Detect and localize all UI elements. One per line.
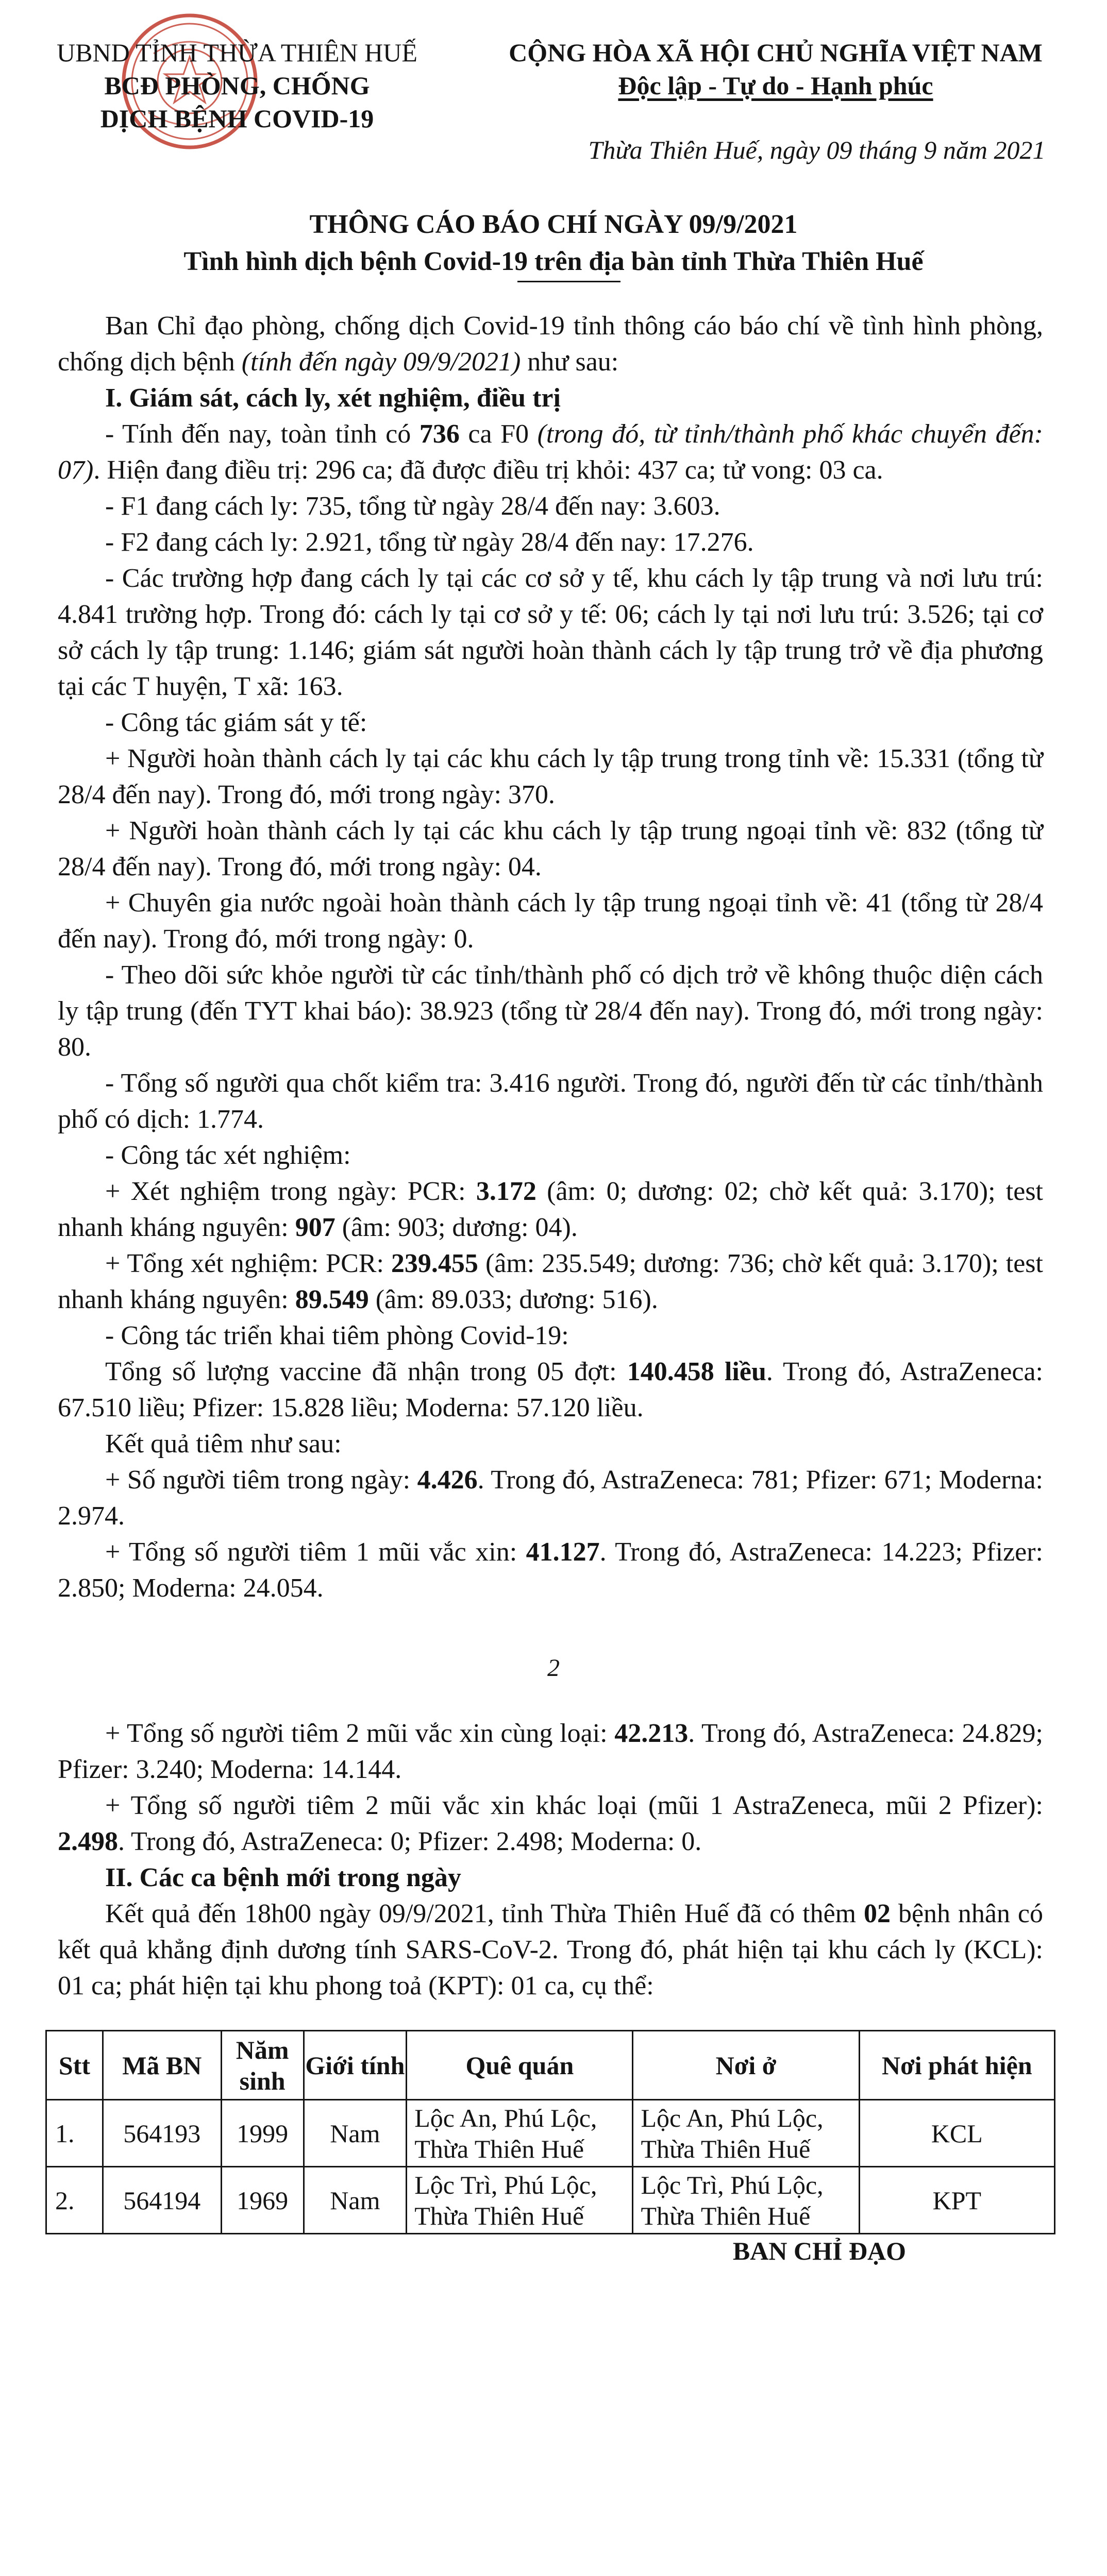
new-cases-paragraph	[58, 1896, 1043, 2004]
national-header	[454, 36, 1098, 102]
signature-block: BAN CHỈ ĐẠO	[732, 2236, 907, 2265]
f0-note: (trong đó, từ tỉnh/thành phố khác chuyển đến: 07)	[58, 419, 1043, 485]
test1-rapid: 907	[295, 1213, 336, 1242]
vax4-count: 2.498	[58, 1827, 118, 1856]
vax2-tail: . Trong đó, AstraZeneca: 14.223; Pfizer: 2.850; Moderna: 24.054.	[58, 1537, 1043, 1603]
title-divider	[517, 281, 620, 282]
table-row	[46, 2100, 1055, 2167]
cell-patient-id: 564193	[103, 2100, 221, 2167]
vax-total-tail: . Trong đó, AstraZeneca: 67.510 liều; Pfizer: 15.828 liều; Moderna: 57.120 liều.	[58, 1357, 1044, 1422]
new-cases-table	[45, 2030, 1055, 2234]
page-number: 2	[547, 1654, 560, 1682]
vax4-text: + Tổng số người tiêm 2 mũi vắc xin khác loại (mũi 1 AstraZeneca, mũi 2 Pfizer):	[105, 1791, 1043, 1820]
cell-hometown: Lộc Trì, Phú Lộc, Thừa Thiên Huế	[407, 2167, 633, 2234]
f0-unit: ca F0	[459, 419, 538, 449]
national-motto: Độc lập - Tự do - Hạnh phúc	[618, 71, 933, 100]
vax-item-4	[58, 1788, 1043, 1860]
national-title: CỘNG HÒA XÃ HỘI CHỦ NGHĨA VIỆT NAM	[509, 38, 1043, 67]
test2-pcr: 239.455	[391, 1249, 478, 1278]
cell-gender: Nam	[304, 2167, 407, 2234]
vax-item-1	[58, 1462, 1043, 1534]
cell-birth-year: 1999	[221, 2100, 304, 2167]
test-item-1	[58, 1174, 1043, 1246]
checkpoint-paragraph: - Tổng số người qua chốt kiểm tra: 3.416 người. Trong đó, người đến từ các tỉnh/thành phố có dịch: 1.774.	[58, 1069, 1043, 1134]
document-title	[0, 206, 1107, 280]
test1-mid: (âm: 0; dương: 02; chờ kết quả: 3.170); test nhanh kháng nguyên:	[58, 1177, 1044, 1242]
cell-residence: Lộc An, Phú Lộc, Thừa Thiên Huế	[633, 2100, 859, 2167]
col-header-gender: Giới tính	[304, 2031, 407, 2100]
intro-tail: như sau:	[521, 347, 619, 377]
authority-line-3: DỊCH BỆNH COVID-19	[100, 104, 374, 133]
cell-stt: 2.	[46, 2167, 103, 2234]
cell-hometown: Lộc An, Phú Lộc, Thừa Thiên Huế	[407, 2100, 633, 2167]
vax3-text: + Tổng số người tiêm 2 mũi vắc xin cùng loại:	[105, 1719, 615, 1748]
title-line-2: Tình hình dịch bệnh Covid-19 trên địa bàn tỉnh Thừa Thiên Huế	[183, 247, 924, 276]
cell-patient-id: 564194	[103, 2167, 221, 2234]
test1-pcr: 3.172	[476, 1177, 536, 1206]
vax-total-doses: 140.458 liều	[627, 1357, 766, 1386]
test2-rapid: 89.549	[295, 1285, 369, 1314]
monitor-heading: - Công tác giám sát y tế:	[105, 708, 367, 737]
quarantine-paragraph: - Các trường hợp đang cách ly tại các cơ sở y tế, khu cách ly tập trung và nơi lưu trú: 4.841 trường hợp. Trong đó: cách ly tại cơ sở y tế: 06; cách ly tại nơi lưu trú: 3.526; tại cơ sở cách ly tập trung: 1.146; giám sát người hoàn thành cách ly tập trung trở về địa phương tại các T huyện, T xã: 163.	[58, 564, 1043, 701]
vax-item-2	[58, 1534, 1043, 1606]
document-date: Thừa Thiên Huế, ngày 09 tháng 9 năm 2021	[588, 135, 1046, 164]
page2-body	[58, 1716, 1043, 2004]
section1-heading: I. Giám sát, cách ly, xét nghiệm, điều trị	[105, 383, 561, 413]
test1-text: + Xét nghiệm trong ngày: PCR:	[105, 1177, 476, 1206]
test-item-2	[58, 1246, 1043, 1318]
vax2-text: + Tổng số người tiêm 1 mũi vắc xin:	[105, 1537, 526, 1567]
test1-tail: (âm: 903; dương: 04).	[335, 1213, 578, 1242]
vax4-tail: . Trong đó, AstraZeneca: 0; Pfizer: 2.498; Moderna: 0.	[118, 1827, 702, 1856]
vax1-count: 4.426	[417, 1465, 478, 1495]
cell-residence: Lộc Trì, Phú Lộc, Thừa Thiên Huế	[633, 2167, 859, 2234]
table-header-row	[46, 2031, 1055, 2100]
test2-text: + Tổng xét nghiệm: PCR:	[105, 1249, 391, 1278]
intro-date: (tính đến ngày 09/9/2021)	[241, 347, 521, 377]
vax3-tail: . Trong đó, AstraZeneca: 24.829; Pfizer: 3.240; Moderna: 14.144.	[58, 1719, 1043, 1784]
vax3-count: 42.213	[614, 1719, 689, 1748]
new-cases-tail: bệnh nhân có kết quả khẳng định dương tính SARS-CoV-2. Trong đó, phát hiện tại khu cách ly (KCL): 01 ca; phát hiện tại khu phong toả (KPT): 01 ca, cụ thể:	[58, 1899, 1043, 2001]
new-cases-text: Kết quả đến 18h00 ngày 09/9/2021, tỉnh Thừa Thiên Huế đã có thêm	[105, 1899, 864, 1928]
vax-result-heading: Kết quả tiêm như sau:	[105, 1429, 342, 1459]
monitor-item-1: + Người hoàn thành cách ly tại các khu cách ly tập trung trong tỉnh về: 15.331 (tổng từ 28/4 đến nay). Trong đó, mới trong ngày: 370.	[58, 744, 1043, 809]
new-cases-count: 02	[864, 1899, 891, 1928]
col-header-patient-id: Mã BN	[103, 2031, 221, 2100]
section2-heading: II. Các ca bệnh mới trong ngày	[105, 1863, 461, 1892]
col-header-birth-year: Năm sinh	[221, 2031, 304, 2100]
cell-gender: Nam	[304, 2100, 407, 2167]
intro-text: Ban Chỉ đạo phòng, chống dịch Covid-19 tỉnh thông cáo báo chí về tình hình phòng, chống dịch bệnh	[58, 311, 1043, 377]
monitor-item-2: + Người hoàn thành cách ly tại các khu cách ly tập trung ngoại tỉnh về: 832 (tổng từ 28/4 đến nay). Trong đó, mới trong ngày: 04.	[58, 816, 1043, 882]
col-header-residence: Nơi ở	[633, 2031, 859, 2100]
monitor-item-3: + Chuyên gia nước ngoài hoàn thành cách ly tập trung ngoại tỉnh về: 41 (tổng từ 28/4 đến nay). Trong đó, mới trong ngày: 0.	[58, 888, 1043, 954]
monitor-item-4: - Theo dõi sức khỏe người từ các tỉnh/thành phố có dịch trở về không thuộc diện cách ly tập trung (đến TYT khai báo): 38.923 (tổng từ 28/4 đến nay). Trong đó, mới trong ngày: 80.	[58, 960, 1043, 1062]
issuing-authority	[21, 36, 454, 135]
cell-detection: KPT	[859, 2167, 1054, 2234]
f1-paragraph: - F1 đang cách ly: 735, tổng từ ngày 28/4 đến nay: 3.603.	[105, 492, 720, 521]
vax2-count: 41.127	[526, 1537, 600, 1567]
cell-birth-year: 1969	[221, 2167, 304, 2234]
test2-mid: (âm: 235.549; dương: 736; chờ kết quả: 3.170); test nhanh kháng nguyên:	[58, 1249, 1043, 1314]
vax-heading: - Công tác triển khai tiêm phòng Covid-19:	[105, 1321, 569, 1350]
col-header-stt: Stt	[46, 2031, 103, 2100]
intro-paragraph	[58, 308, 1043, 380]
vax1-text: + Số người tiêm trong ngày:	[105, 1465, 417, 1495]
authority-line-2: BCĐ PHÒNG, CHỐNG	[104, 71, 370, 100]
f0-paragraph	[58, 416, 1043, 488]
authority-line-1: UBND TỈNH THỪA THIÊN HUẾ	[57, 38, 417, 67]
table-row	[46, 2167, 1055, 2234]
test-heading: - Công tác xét nghiệm:	[105, 1141, 351, 1170]
cell-stt: 1.	[46, 2100, 103, 2167]
page1-body	[58, 308, 1043, 1606]
cell-detection: KCL	[859, 2100, 1054, 2167]
title-line-1: THÔNG CÁO BÁO CHÍ NGÀY 09/9/2021	[309, 210, 798, 239]
col-header-hometown: Quê quán	[407, 2031, 633, 2100]
col-header-detection: Nơi phát hiện	[859, 2031, 1054, 2100]
f2-paragraph: - F2 đang cách ly: 2.921, tổng từ ngày 28/4 đến nay: 17.276.	[105, 528, 754, 557]
vax-total	[58, 1354, 1043, 1426]
f0-tail: . Hiện đang điều trị: 296 ca; đã được điều trị khỏi: 437 ca; tử vong: 03 ca.	[93, 455, 883, 485]
f0-text: - Tính đến nay, toàn tỉnh có	[105, 419, 420, 449]
test2-tail: (âm: 89.033; dương: 516).	[368, 1285, 658, 1314]
vax-item-3	[58, 1716, 1043, 1788]
f0-count: 736	[419, 419, 460, 449]
vax1-tail: . Trong đó, AstraZeneca: 781; Pfizer: 671; Moderna: 2.974.	[58, 1465, 1043, 1531]
vax-total-text: Tổng số lượng vaccine đã nhận trong 05 đợt:	[105, 1357, 627, 1386]
